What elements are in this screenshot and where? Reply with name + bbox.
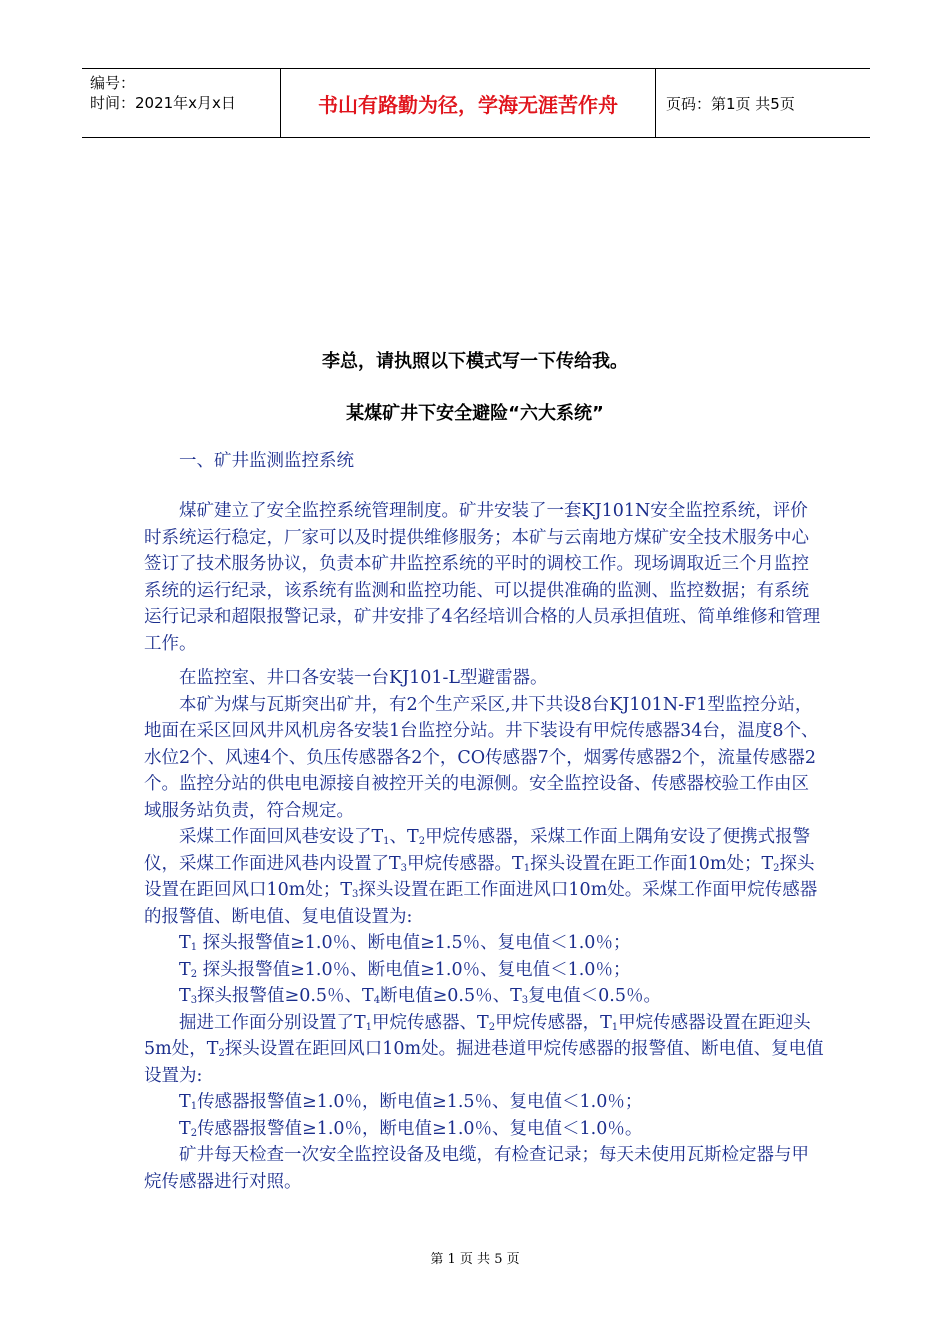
setting-line: $T_1$ 探头报警值≥1.0％、断电值≥1.5％、复电值＜1.0％； <box>179 933 631 953</box>
paragraph-6: 矿井每天检查一次安全监控设备及电缆，有检查记录；每天未使用瓦斯检定器与甲烷传感器进行对照。 <box>144 1145 809 1192</box>
header-meta <box>82 69 281 137</box>
setting-line: $T_2$传感器报警值≥1.0％，断电值≥1.0％、复电值＜1.0％。 <box>179 1118 643 1139</box>
header-motto: 书山有路勤为径，学海无涯苦作舟 <box>281 69 656 137</box>
setting-line: $T_2$ 探头报警值≥1.0％、断电值≥1.0％、复电值＜1.0％； <box>179 959 631 980</box>
paragraph-1: 煤矿建立了安全监控系统管理制度。矿井安装了一套KJ101N安全监控系统，评价时系统运行稳定，厂家可以及时提供维修服务；本矿与云南地方煤矿安全技术服务中心签订了技术服务协议，负责本矿井监控系统的平时的调校工作。现场调取近三个月监控系统的运行纪录，该系统有监测和监控功能、可以提供准确的监测、监控数据；有系统运行记录和超限报警记录，矿井安排了4名经培训合格的人员承担值班、简单维修和管理工作。 <box>144 501 821 654</box>
page-header <box>82 68 870 138</box>
serial-label: 编号： <box>90 74 136 92</box>
setting-line: $T_1$传感器报警值≥1.0％，断电值≥1.5％、复电值＜1.0％； <box>179 1092 643 1112</box>
section1-heading: 一、矿井监测监控系统 <box>179 451 354 471</box>
paragraph-4: 采煤工作面回风巷安设了$T_1$、$T_2$甲烷传感器，采煤工作面上隅角安设了便携式报警仪，采煤工作面进风巷内设置了$T_3$甲烷传感器。$T_1$探头设置在距工作面10m处；$T_2$探头设置在距回风口10m处；$T_3$探头设置在距工作面进风口10m处。采煤工作面甲烷传感器的报警值、断电值、复电值设置为: <box>144 827 818 927</box>
paragraph-5: 掘进工作面分别设置了$T_1$甲烷传感器、$T_2$甲烷传感器，$T_1$甲烷传感器设置在距迎头5m处，$T_2$探头设置在距回风口10m处。掘进巷道甲烷传感器的报警值、断电值、复电值设置为: <box>144 1012 824 1086</box>
time-label: 时间：2021年x月x日 <box>90 94 236 112</box>
document-body <box>144 498 824 1195</box>
page-footer: 第 1 页 共 5 页 <box>430 1252 520 1267</box>
paragraph-2: 在监控室、井口各安装一台KJ101-L型避雷器。 <box>179 668 548 688</box>
paragraph-3: 本矿为煤与瓦斯突出矿井，有2个生产采区,井下共设8台KJ101N-F1型监控分站，地面在采区回风井风机房各安装1台监控分站。井下装设有甲烷传感器34台，温度8个、水位2个、风速4个、负压传感器各2个，CO传感器7个，烟雾传感器2个，流量传感器2个。监控分站的供电电源接自被控开关的电源侧。安全监控设备、传感器校验工作由区域服务站负责，符合规定。 <box>144 694 819 821</box>
section-heading <box>144 448 824 475</box>
document-title: 某煤矿井下安全避险“六大系统” <box>346 403 604 424</box>
header-page-label: 页码：第1页 共5页 <box>666 94 795 113</box>
setting-line: $T_3$探头报警值≥0.5％、$T_4$断电值≥0.5％、$T_3$复电值＜0.5％。 <box>179 986 661 1006</box>
request-line: 李总，请执照以下模式写一下传给我。 <box>322 351 628 372</box>
